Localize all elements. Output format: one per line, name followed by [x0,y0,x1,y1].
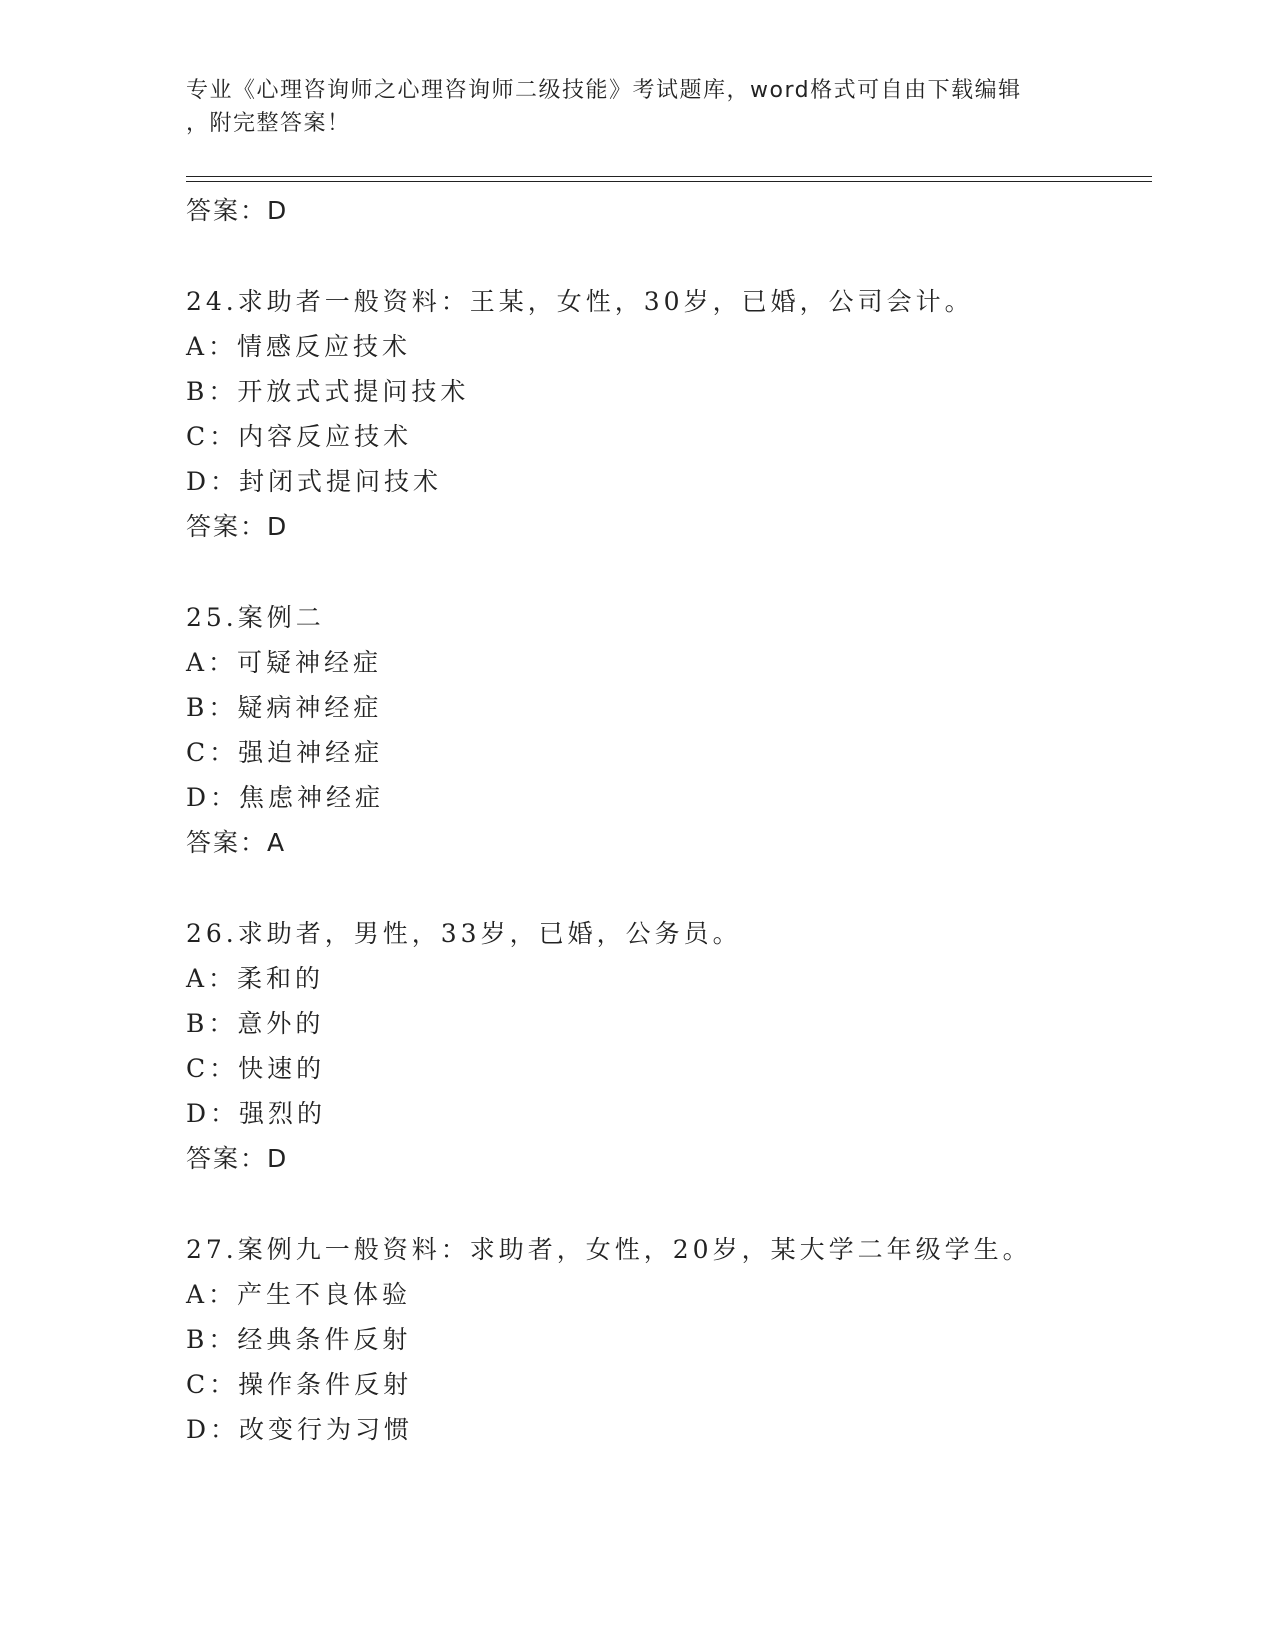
answer-line: 答案：D [186,1144,289,1173]
question-stem: 26.求助者，男性，33岁，已婚，公务员。 [186,919,742,948]
option-c: C：快速的 [186,1054,326,1083]
spacer [186,233,1152,279]
document-header [186,74,1086,140]
option-d: D：强烈的 [186,1099,327,1128]
option-c: C：强迫神经症 [186,738,384,767]
question-block [186,1227,1152,1452]
question-block [186,911,1152,1181]
answer-line: 答案：D [186,512,289,541]
option-a: A：情感反应技术 [186,332,412,361]
header-divider-bottom [186,181,1152,182]
spacer [186,865,1152,911]
question-list [186,188,1152,1452]
option-b: B：疑病神经症 [186,693,383,722]
question-stem: 25.案例二 [186,603,325,632]
question-stem: 27.案例九一般资料：求助者，女性，20岁，某大学二年级学生。 [186,1235,1032,1264]
option-a: A：产生不良体验 [186,1280,412,1309]
option-d: D：焦虑神经症 [186,783,385,812]
question-stem: 24.求助者一般资料：王某，女性，30岁，已婚，公司会计。 [186,287,974,316]
option-b: B：开放式式提问技术 [186,377,470,406]
option-c: C：操作条件反射 [186,1370,413,1399]
answer-line: 答案：A [186,828,287,857]
option-d: D：封闭式提问技术 [186,467,443,496]
option-c: C：内容反应技术 [186,422,413,451]
question-block [186,595,1152,865]
option-d: D：改变行为习惯 [186,1415,414,1444]
question-block [186,279,1152,549]
spacer [186,549,1152,595]
header-divider-top [186,176,1152,177]
header-line-2: ，附完整答案！ [186,111,351,136]
option-a: A：可疑神经症 [186,648,383,677]
option-b: B：意外的 [186,1009,325,1038]
answer-line: 答案：D [186,196,289,225]
header-line-1: 专业《心理咨询师之心理咨询师二级技能》考试题库，word格式可自由下载编辑 [186,78,1022,103]
spacer [186,1181,1152,1227]
option-b: B：经典条件反射 [186,1325,412,1354]
option-a: A：柔和的 [186,964,325,993]
